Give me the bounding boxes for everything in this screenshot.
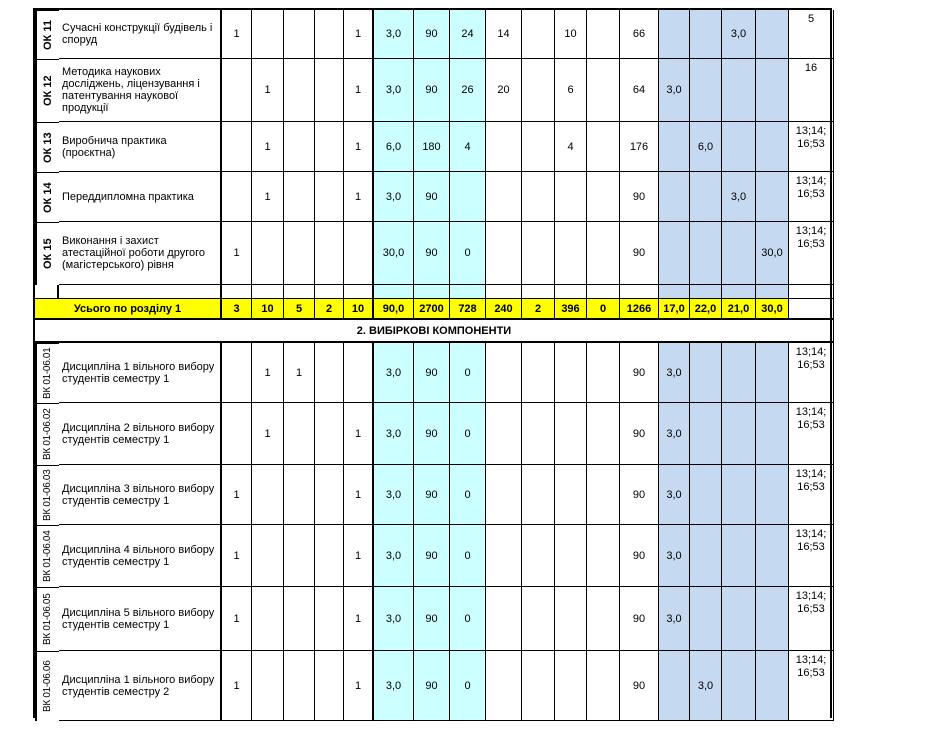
spacer-cell [587, 285, 620, 299]
spacer-cell [315, 285, 344, 299]
section-total-value: 396 [555, 299, 587, 320]
cell-col-7: 90 [414, 59, 450, 122]
cell-col-14: 3,0 [659, 587, 690, 651]
cell-col-1: 1 [222, 587, 252, 651]
cell-col-1: 1 [222, 465, 252, 525]
cell-col-7: 90 [414, 403, 450, 465]
cell-col-5: 1 [344, 525, 374, 587]
spacer-cell [486, 285, 522, 299]
cell-col-12 [587, 525, 620, 587]
cell-col-5: 1 [344, 465, 374, 525]
spacer-cell [522, 285, 555, 299]
cell-col-13: 66 [620, 10, 659, 59]
cell-col-12 [587, 172, 620, 222]
cell-col-2 [252, 222, 284, 285]
cell-col-14 [659, 10, 690, 59]
cell-col-2 [252, 465, 284, 525]
cell-col-5: 1 [344, 59, 374, 122]
cell-col-10 [522, 651, 555, 721]
cell-col-15 [690, 10, 722, 59]
cell-col-8: 0 [450, 651, 486, 721]
cell-col-2: 1 [252, 172, 284, 222]
cell-col-5: 1 [344, 587, 374, 651]
cell-col-18: 16 [789, 59, 834, 122]
cell-col-18: 13;14; 16;53 [789, 222, 834, 285]
cell-col-9 [486, 343, 522, 403]
course-code: ВК 01-06.06 [35, 651, 59, 721]
cell-col-15 [690, 172, 722, 222]
cell-col-15 [690, 587, 722, 651]
cell-col-10 [522, 525, 555, 587]
cell-col-17 [756, 403, 789, 465]
cell-col-14: 3,0 [659, 525, 690, 587]
cell-col-12 [587, 587, 620, 651]
course-code: ОК 14 [35, 172, 59, 222]
section-total-value: 1266 [620, 299, 659, 320]
course-code: ВК 01-06.02 [35, 403, 59, 465]
cell-col-15 [690, 222, 722, 285]
cell-col-11 [555, 403, 587, 465]
cell-col-2 [252, 587, 284, 651]
cell-col-10 [522, 343, 555, 403]
cell-col-11: 10 [555, 10, 587, 59]
cell-col-13: 90 [620, 222, 659, 285]
course-name: Виконання і захист атестаційної роботи другого (магістерського) рівня [59, 222, 222, 285]
section-total-value: 10 [344, 299, 374, 320]
cell-col-16 [722, 525, 756, 587]
cell-col-3 [284, 10, 315, 59]
spacer-cell [284, 285, 315, 299]
cell-col-18: 13;14; 16;53 [789, 172, 834, 222]
cell-col-12 [587, 59, 620, 122]
section-total-value: 3 [222, 299, 252, 320]
cell-col-3 [284, 525, 315, 587]
course-code: ВК 01-06.01 [35, 343, 59, 403]
cell-col-4 [315, 222, 344, 285]
cell-col-2 [252, 525, 284, 587]
section-total-value: 5 [284, 299, 315, 320]
cell-col-10 [522, 172, 555, 222]
cell-col-9: 20 [486, 59, 522, 122]
cell-col-1 [222, 403, 252, 465]
curriculum-table [33, 8, 832, 718]
cell-col-3 [284, 172, 315, 222]
course-code: ОК 12 [35, 59, 59, 122]
cell-col-4 [315, 465, 344, 525]
cell-col-18: 13;14; 16;53 [789, 651, 834, 721]
cell-col-12 [587, 122, 620, 172]
cell-col-13: 90 [620, 587, 659, 651]
cell-col-11 [555, 222, 587, 285]
cell-col-17 [756, 525, 789, 587]
cell-col-10 [522, 465, 555, 525]
spacer-cell [35, 285, 59, 299]
cell-col-1 [222, 172, 252, 222]
cell-col-17 [756, 59, 789, 122]
cell-col-18: 13;14; 16;53 [789, 403, 834, 465]
cell-col-10 [522, 59, 555, 122]
course-name: Дисципліна 1 вільного вибору студентів семестру 2 [59, 651, 222, 721]
section-total-value: 2700 [414, 299, 450, 320]
cell-col-7: 90 [414, 172, 450, 222]
cell-col-8: 24 [450, 10, 486, 59]
cell-col-16 [722, 465, 756, 525]
cell-col-12 [587, 10, 620, 59]
cell-col-3 [284, 465, 315, 525]
spacer-cell [555, 285, 587, 299]
cell-col-8: 0 [450, 525, 486, 587]
cell-col-9 [486, 651, 522, 721]
cell-col-5: 1 [344, 651, 374, 721]
cell-col-8: 0 [450, 222, 486, 285]
cell-col-4 [315, 59, 344, 122]
cell-col-11: 6 [555, 59, 587, 122]
cell-col-9 [486, 525, 522, 587]
cell-col-8: 4 [450, 122, 486, 172]
section-total-value: 21,0 [722, 299, 756, 320]
cell-col-17 [756, 651, 789, 721]
cell-col-18: 13;14; 16;53 [789, 122, 834, 172]
cell-col-14 [659, 222, 690, 285]
cell-col-17 [756, 465, 789, 525]
cell-col-4 [315, 403, 344, 465]
cell-col-13: 90 [620, 403, 659, 465]
cell-col-16 [722, 651, 756, 721]
cell-col-9 [486, 222, 522, 285]
spacer-cell [374, 285, 414, 299]
cell-col-10 [522, 122, 555, 172]
course-name: Дисципліна 4 вільного вибору студентів семестру 1 [59, 525, 222, 587]
cell-col-3 [284, 587, 315, 651]
cell-col-6: 3,0 [374, 465, 414, 525]
cell-col-16 [722, 122, 756, 172]
course-code: ВК 01-06.04 [35, 525, 59, 587]
cell-col-18: 5 [789, 10, 834, 59]
cell-col-18: 13;14; 16;53 [789, 465, 834, 525]
cell-col-3: 1 [284, 343, 315, 403]
cell-col-6: 3,0 [374, 587, 414, 651]
cell-col-2: 1 [252, 343, 284, 403]
cell-col-15 [690, 403, 722, 465]
cell-col-13: 64 [620, 59, 659, 122]
cell-col-12 [587, 651, 620, 721]
cell-col-18: 13;14; 16;53 [789, 525, 834, 587]
cell-col-7: 90 [414, 525, 450, 587]
cell-col-14: 3,0 [659, 465, 690, 525]
cell-col-11 [555, 343, 587, 403]
course-name: Дисципліна 5 вільного вибору студентів семестру 1 [59, 587, 222, 651]
cell-col-15: 3,0 [690, 651, 722, 721]
cell-col-13: 90 [620, 343, 659, 403]
section-total-label: Усього по розділу 1 [35, 299, 222, 320]
cell-col-4 [315, 525, 344, 587]
cell-col-8: 26 [450, 59, 486, 122]
cell-col-5: 1 [344, 172, 374, 222]
spacer-cell [414, 285, 450, 299]
cell-col-9 [486, 172, 522, 222]
cell-col-7: 90 [414, 222, 450, 285]
course-code: ВК 01-06.03 [35, 465, 59, 525]
cell-col-12 [587, 222, 620, 285]
cell-col-15 [690, 59, 722, 122]
cell-col-4 [315, 587, 344, 651]
cell-col-4 [315, 10, 344, 59]
spacer-cell [450, 285, 486, 299]
cell-col-6: 3,0 [374, 59, 414, 122]
cell-col-14: 3,0 [659, 403, 690, 465]
cell-col-17 [756, 343, 789, 403]
course-code: ОК 15 [35, 222, 59, 285]
cell-col-8: 0 [450, 403, 486, 465]
cell-col-4 [315, 122, 344, 172]
cell-col-7: 90 [414, 343, 450, 403]
section-total-value: 2 [315, 299, 344, 320]
cell-col-1 [222, 343, 252, 403]
section-total-value: 90,0 [374, 299, 414, 320]
cell-col-11 [555, 651, 587, 721]
cell-col-4 [315, 172, 344, 222]
cell-col-5: 1 [344, 403, 374, 465]
section-total-value: 240 [486, 299, 522, 320]
course-name: Дисципліна 2 вільного вибору студентів семестру 1 [59, 403, 222, 465]
cell-col-5: 1 [344, 122, 374, 172]
cell-col-16 [722, 403, 756, 465]
section-total-value: 2 [522, 299, 555, 320]
cell-col-14 [659, 122, 690, 172]
cell-col-15 [690, 343, 722, 403]
cell-col-16: 3,0 [722, 10, 756, 59]
cell-col-10 [522, 587, 555, 651]
spacer-cell [690, 285, 722, 299]
cell-col-5 [344, 222, 374, 285]
section-total-value [789, 299, 834, 320]
cell-col-1: 1 [222, 10, 252, 59]
section-total-value: 728 [450, 299, 486, 320]
cell-col-2 [252, 651, 284, 721]
course-name: Методика наукових досліджень, ліцензування і патентування наукової продукції [59, 59, 222, 122]
cell-col-11 [555, 525, 587, 587]
cell-col-6: 6,0 [374, 122, 414, 172]
cell-col-16: 3,0 [722, 172, 756, 222]
course-name: Переддипломна практика [59, 172, 222, 222]
section-total-value: 22,0 [690, 299, 722, 320]
cell-col-18: 13;14; 16;53 [789, 587, 834, 651]
cell-col-12 [587, 465, 620, 525]
cell-col-9 [486, 465, 522, 525]
section-total-value: 0 [587, 299, 620, 320]
cell-col-2: 1 [252, 59, 284, 122]
cell-col-2: 1 [252, 403, 284, 465]
cell-col-5: 1 [344, 10, 374, 59]
cell-col-15: 6,0 [690, 122, 722, 172]
cell-col-12 [587, 343, 620, 403]
spacer-cell [59, 285, 222, 299]
cell-col-12 [587, 403, 620, 465]
course-name: Виробнича практика (проєктна) [59, 122, 222, 172]
section-total-value: 30,0 [756, 299, 789, 320]
cell-col-7: 90 [414, 10, 450, 59]
cell-col-8: 0 [450, 343, 486, 403]
cell-col-10 [522, 403, 555, 465]
cell-col-6: 3,0 [374, 10, 414, 59]
spacer-cell [344, 285, 374, 299]
cell-col-1 [222, 59, 252, 122]
cell-col-16 [722, 222, 756, 285]
cell-col-3 [284, 122, 315, 172]
cell-col-17 [756, 10, 789, 59]
cell-col-6: 3,0 [374, 172, 414, 222]
cell-col-16 [722, 59, 756, 122]
spacer-cell [252, 285, 284, 299]
spacer-cell [756, 285, 789, 299]
cell-col-7: 90 [414, 587, 450, 651]
cell-col-17 [756, 587, 789, 651]
cell-col-6: 3,0 [374, 403, 414, 465]
cell-col-11: 4 [555, 122, 587, 172]
cell-col-4 [315, 651, 344, 721]
spacer-cell [659, 285, 690, 299]
cell-col-13: 90 [620, 525, 659, 587]
cell-col-5 [344, 343, 374, 403]
cell-col-11 [555, 587, 587, 651]
course-code: ОК 11 [35, 10, 59, 59]
cell-col-8: 0 [450, 587, 486, 651]
cell-col-14 [659, 651, 690, 721]
cell-col-13: 176 [620, 122, 659, 172]
cell-col-3 [284, 403, 315, 465]
section-total-value: 10 [252, 299, 284, 320]
cell-col-13: 90 [620, 465, 659, 525]
course-name: Сучасні конструкції будівель і споруд [59, 10, 222, 59]
spacer-cell [789, 285, 834, 299]
cell-col-18: 13;14; 16;53 [789, 343, 834, 403]
cell-col-17 [756, 172, 789, 222]
cell-col-14: 3,0 [659, 59, 690, 122]
cell-col-2: 1 [252, 122, 284, 172]
cell-col-8 [450, 172, 486, 222]
cell-col-6: 3,0 [374, 343, 414, 403]
spacer-cell [620, 285, 659, 299]
cell-col-2 [252, 10, 284, 59]
course-code: ОК 13 [35, 122, 59, 172]
cell-col-6: 3,0 [374, 651, 414, 721]
spacer-cell [722, 285, 756, 299]
cell-col-3 [284, 59, 315, 122]
cell-col-9: 14 [486, 10, 522, 59]
cell-col-7: 90 [414, 651, 450, 721]
course-name: Дисципліна 1 вільного вибору студентів семестру 1 [59, 343, 222, 403]
cell-col-1: 1 [222, 222, 252, 285]
cell-col-11 [555, 172, 587, 222]
cell-col-6: 30,0 [374, 222, 414, 285]
cell-col-14 [659, 172, 690, 222]
course-code: ВК 01-06.05 [35, 587, 59, 651]
cell-col-15 [690, 465, 722, 525]
cell-col-10 [522, 10, 555, 59]
cell-col-1: 1 [222, 525, 252, 587]
cell-col-16 [722, 343, 756, 403]
spacer-cell [222, 285, 252, 299]
cell-col-17 [756, 122, 789, 172]
cell-col-14: 3,0 [659, 343, 690, 403]
cell-col-17: 30,0 [756, 222, 789, 285]
cell-col-3 [284, 222, 315, 285]
cell-col-6: 3,0 [374, 525, 414, 587]
section-total-value: 17,0 [659, 299, 690, 320]
cell-col-10 [522, 222, 555, 285]
cell-col-13: 90 [620, 651, 659, 721]
section-title: 2. ВИБІРКОВІ КОМПОНЕНТИ [35, 320, 834, 343]
cell-col-9 [486, 122, 522, 172]
cell-col-7: 180 [414, 122, 450, 172]
cell-col-7: 90 [414, 465, 450, 525]
cell-col-1: 1 [222, 651, 252, 721]
cell-col-16 [722, 587, 756, 651]
cell-col-4 [315, 343, 344, 403]
cell-col-11 [555, 465, 587, 525]
cell-col-13: 90 [620, 172, 659, 222]
course-name: Дисципліна 3 вільного вибору студентів семестру 1 [59, 465, 222, 525]
cell-col-3 [284, 651, 315, 721]
cell-col-15 [690, 525, 722, 587]
cell-col-9 [486, 403, 522, 465]
cell-col-9 [486, 587, 522, 651]
cell-col-1 [222, 122, 252, 172]
cell-col-8: 0 [450, 465, 486, 525]
